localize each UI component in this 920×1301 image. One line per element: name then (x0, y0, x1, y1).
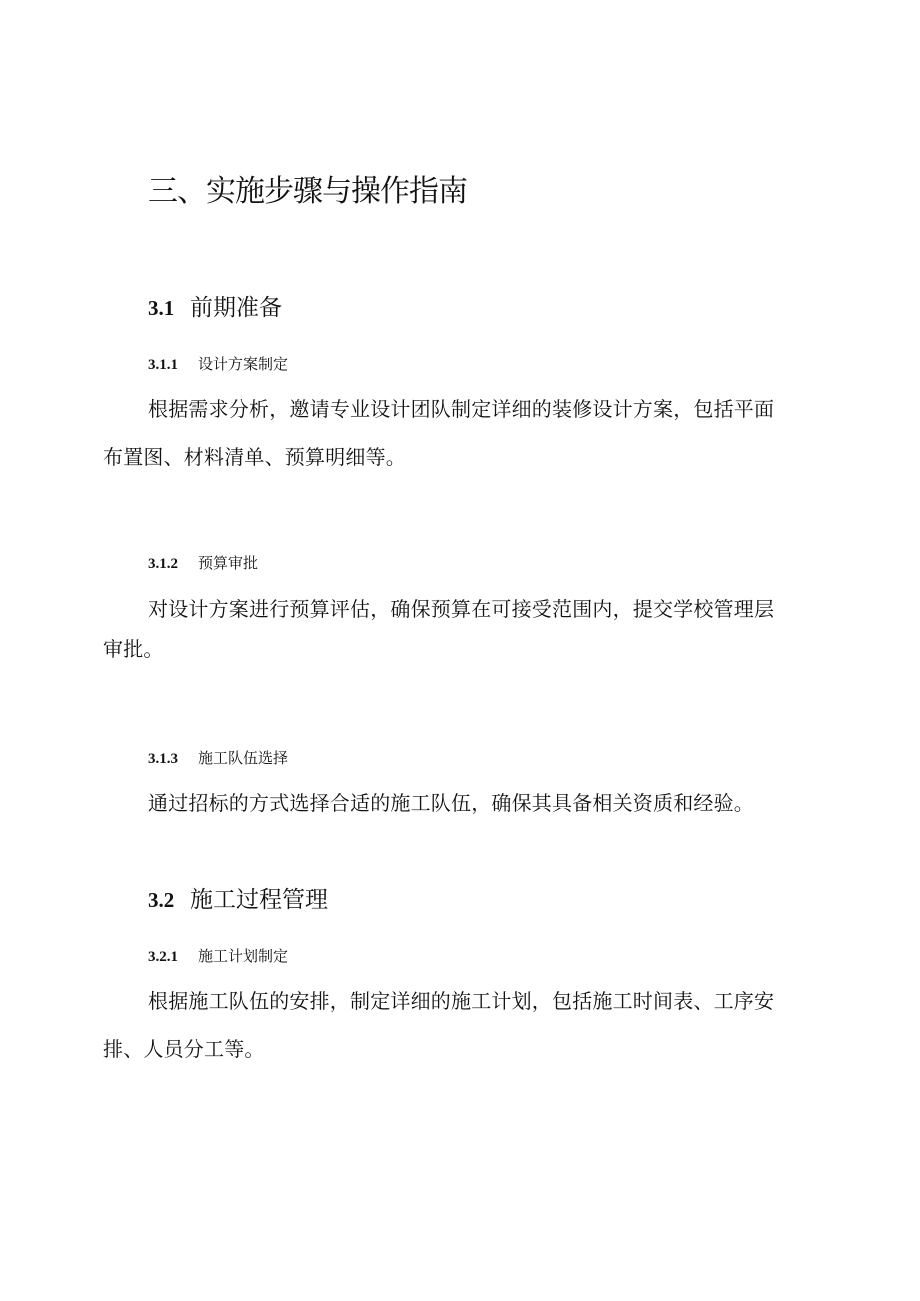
subsection-number: 3.1.2 (148, 556, 178, 572)
paragraph-line: 审批。 (103, 637, 164, 661)
subsection-heading-3-1-1 (148, 352, 288, 377)
subsection-title: 施工队伍选择 (198, 749, 289, 767)
paragraph-line: 对设计方案进行预算评估，确保预算在可接受范围内，提交学校管理层 (148, 597, 775, 621)
subsection-title: 设计方案制定 (198, 355, 289, 373)
subsection-title: 施工计划制定 (198, 947, 289, 965)
paragraph-line: 通过招标的方式选择合适的施工队伍，确保其具备相关资质和经验。 (148, 791, 754, 815)
subsection-heading-3-1-2 (148, 551, 258, 576)
section-heading-3-2 (148, 883, 328, 917)
subsection-heading-3-2-1 (148, 944, 288, 969)
subsection-title: 预算审批 (198, 554, 259, 572)
section-number: 3.1 (148, 296, 175, 320)
section-heading-3-1 (148, 291, 282, 325)
subsection-number: 3.1.3 (148, 751, 178, 767)
section-number: 3.2 (148, 888, 175, 912)
section-title: 前期准备 (190, 295, 282, 321)
subsection-heading-3-1-3 (148, 746, 288, 771)
paragraph-line: 根据施工队伍的安排，制定详细的施工计划，包括施工时间表、工序安 (148, 989, 775, 1013)
paragraph-line: 根据需求分析，邀请专业设计团队制定详细的装修设计方案，包括平面 (148, 397, 775, 421)
paragraph-line: 布置图、材料清单、预算明细等。 (103, 445, 406, 469)
page-title: 三、实施步骤与操作指南 (148, 174, 467, 209)
subsection-number: 3.2.1 (148, 949, 178, 965)
subsection-number: 3.1.1 (148, 357, 178, 373)
section-title: 施工过程管理 (190, 887, 328, 913)
paragraph-line: 排、人员分工等。 (103, 1037, 265, 1061)
